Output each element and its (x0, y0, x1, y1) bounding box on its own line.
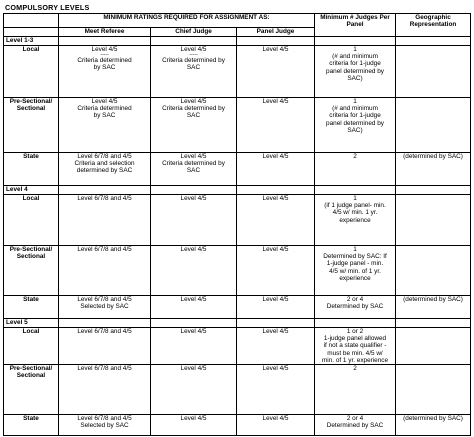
section-row (4, 37, 471, 46)
cell-meet-referee (59, 195, 151, 246)
cell-line: Level 6/7/8 and 4/5 (77, 365, 132, 373)
cell-geographic (396, 46, 471, 98)
cell-line: 4/5 w/ min. of 1 yr. (329, 267, 381, 275)
cell-line: must be min. 4/5 w/ (327, 349, 383, 357)
cell-line: 1-judge panel allowed (323, 335, 387, 343)
section-empty-cell (396, 186, 471, 195)
cell-line: 2 or 4 (346, 415, 364, 423)
cell-line: 1 (353, 98, 357, 105)
cell-line: Level 4/5 (262, 46, 289, 53)
cell-min-judges (315, 153, 396, 186)
cell-line: Selected by SAC (80, 422, 129, 430)
header-min-judges: Minimum # Judges Per Panel (315, 14, 396, 37)
cell-min-judges (315, 365, 396, 415)
cell-line: Level 6/7/8 and 4/5 (77, 328, 132, 335)
cell-panel-judge (237, 195, 315, 246)
cell-line: panel determined by (326, 119, 384, 127)
cell-line: 1 or 2 (346, 328, 364, 335)
cell-line: Determined by SAC: If (323, 253, 387, 261)
section-empty-cell (59, 186, 151, 195)
cell-panel-judge (237, 98, 315, 153)
cell-line: criteria for 1-judge (329, 60, 381, 68)
cell-chief-judge (151, 46, 237, 98)
cell-line: SAC) (347, 126, 363, 134)
cell-panel-judge (237, 328, 315, 365)
row-label: State (4, 153, 59, 186)
section-empty-cell (396, 37, 471, 46)
header-empty-cell (4, 14, 59, 28)
cell-geographic (396, 246, 471, 296)
cell-line: min. of 1 yr. experience (321, 356, 389, 364)
table-row (4, 296, 471, 319)
row-label: State (4, 296, 59, 319)
cell-line: Determined by SAC (326, 303, 384, 311)
section-empty-cell (315, 37, 396, 46)
table-row (4, 365, 471, 415)
cell-line: Level 4/5 (262, 246, 289, 253)
cell-line: ----- (189, 52, 198, 59)
cell-line: 1 (353, 46, 357, 53)
cell-line: Level 4/5 (91, 46, 118, 53)
cell-min-judges (315, 195, 396, 246)
cell-geographic (396, 365, 471, 415)
cell-geographic (396, 98, 471, 153)
cell-line: Level 4/5 (262, 195, 289, 202)
row-label: Local (4, 195, 59, 246)
cell-line: Criteria determined (77, 57, 132, 65)
cell-line: 2 (353, 153, 357, 160)
page-heading: COMPULSORY LEVELS (5, 3, 90, 12)
cell-line: Level 6/7/8 and 4/5 (77, 153, 132, 160)
cell-line: Level 4/5 (91, 98, 118, 105)
cell-line: Level 4/5 (180, 415, 207, 423)
cell-panel-judge (237, 246, 315, 296)
row-label: State (4, 415, 59, 436)
section-empty-cell (151, 37, 237, 46)
cell-line: panel determined by (326, 67, 384, 75)
cell-geographic (396, 153, 471, 186)
header-empty-cell-2 (4, 28, 59, 37)
cell-chief-judge (151, 296, 237, 319)
table-row (4, 246, 471, 296)
cell-chief-judge (151, 328, 237, 365)
cell-chief-judge (151, 195, 237, 246)
cell-line: SAC (186, 112, 201, 120)
cell-chief-judge (151, 365, 237, 415)
cell-line: Determined by SAC (326, 422, 384, 430)
section-label: Level 5 (4, 319, 59, 328)
cell-panel-judge (237, 365, 315, 415)
cell-line: Level 4/5 (180, 46, 207, 53)
cell-geographic (396, 195, 471, 246)
cell-line: Criteria determined by (162, 57, 225, 65)
table-row (4, 46, 471, 98)
cell-line: ----- (100, 52, 109, 59)
cell-line: by SAC (93, 112, 116, 120)
cell-line: experience (339, 274, 371, 282)
section-label: Level 1-3 (4, 37, 59, 46)
cell-min-judges (315, 46, 396, 98)
cell-line: Level 4/5 (262, 415, 289, 423)
cell-line: 2 or 4 (346, 296, 364, 303)
table-row (4, 415, 471, 436)
cell-chief-judge (151, 246, 237, 296)
section-empty-cell (59, 37, 151, 46)
table-row (4, 195, 471, 246)
cell-line: (if 1 judge panel- min. (324, 202, 386, 210)
section-empty-cell (315, 319, 396, 328)
cell-meet-referee (59, 98, 151, 153)
table-body (4, 37, 471, 436)
header-meet-referee: Meet Referee (59, 28, 151, 37)
cell-line: (# and minimum (332, 53, 378, 61)
cell-line: if not a state qualifier - (323, 342, 387, 350)
cell-meet-referee (59, 46, 151, 98)
cell-min-judges (315, 328, 396, 365)
section-empty-cell (315, 186, 396, 195)
cell-geographic (396, 296, 471, 319)
cell-line: Level 6/7/8 and 4/5 (77, 246, 132, 253)
cell-chief-judge (151, 415, 237, 436)
cell-meet-referee (59, 328, 151, 365)
cell-line: Selected by SAC (80, 303, 129, 311)
section-empty-cell (237, 186, 315, 195)
cell-panel-judge (237, 296, 315, 319)
cell-line: Criteria and selection (74, 160, 135, 168)
section-empty-cell (396, 319, 471, 328)
cell-meet-referee (59, 365, 151, 415)
cell-line: SAC (186, 64, 201, 72)
cell-line: Level 4/5 (180, 365, 207, 373)
cell-min-judges (315, 296, 396, 319)
cell-line: (determined by SAC) (403, 153, 463, 160)
cell-line: Level 4/5 (180, 195, 207, 202)
section-empty-cell (151, 186, 237, 195)
cell-line: 4/5 w/ min. 1 yr. (332, 209, 378, 217)
ratings-table (3, 13, 471, 436)
cell-line: Level 4/5 (180, 246, 207, 253)
cell-meet-referee (59, 153, 151, 186)
cell-geographic (396, 415, 471, 436)
cell-chief-judge (151, 153, 237, 186)
header-geographic: Geographic Representation (396, 14, 471, 37)
cell-line: Level 4/5 (180, 328, 207, 335)
cell-line: Level 4/5 (262, 296, 289, 303)
cell-line: (# and minimum (332, 105, 378, 113)
cell-meet-referee (59, 296, 151, 319)
cell-line: Level 4/5 (262, 98, 289, 105)
section-empty-cell (237, 319, 315, 328)
section-empty-cell (59, 319, 151, 328)
cell-min-judges (315, 415, 396, 436)
section-label: Level 4 (4, 186, 59, 195)
cell-line: SAC) (347, 74, 363, 82)
section-empty-cell (151, 319, 237, 328)
cell-panel-judge (237, 46, 315, 98)
cell-line: Criteria determined by (162, 105, 225, 113)
cell-line: Level 4/5 (180, 98, 207, 105)
cell-line: Level 4/5 (262, 328, 289, 335)
cell-line: Criteria determined (77, 105, 132, 113)
cell-panel-judge (237, 153, 315, 186)
cell-line: 1 (353, 246, 357, 253)
cell-line: 1 (353, 195, 357, 202)
cell-meet-referee (59, 246, 151, 296)
cell-line: 2 (353, 365, 357, 373)
cell-geographic (396, 328, 471, 365)
cell-line: Level 4/5 (262, 365, 289, 373)
cell-min-judges (315, 98, 396, 153)
row-label: Pre-Sectional/ Sectional (4, 246, 59, 296)
cell-line: Level 4/5 (262, 153, 289, 160)
table-row (4, 98, 471, 153)
cell-line: determined by SAC (76, 167, 133, 175)
cell-line: Criteria determined by (162, 160, 225, 168)
cell-line: criteria for 1-judge (329, 112, 381, 120)
header-chief-judge: Chief Judge (151, 28, 237, 37)
cell-meet-referee (59, 415, 151, 436)
cell-chief-judge (151, 98, 237, 153)
cell-line: 1-judge panel - min. (326, 260, 384, 268)
row-label: Local (4, 328, 59, 365)
section-row (4, 186, 471, 195)
header-row-group (4, 14, 471, 28)
cell-line: Level 4/5 (180, 153, 207, 160)
header-group-label: MINIMUM RATINGS REQUIRED FOR ASSIGNMENT AS: (59, 14, 315, 28)
cell-line: Level 4/5 (180, 296, 207, 303)
table-row (4, 328, 471, 365)
cell-line: (determined by SAC) (403, 415, 463, 423)
cell-line: experience (339, 216, 371, 224)
cell-line: Level 6/7/8 and 4/5 (77, 195, 132, 202)
cell-min-judges (315, 246, 396, 296)
cell-line: by SAC (93, 64, 116, 72)
table-row (4, 153, 471, 186)
section-row (4, 319, 471, 328)
row-label: Local (4, 46, 59, 98)
row-label: Pre-Sectional/ Sectional (4, 365, 59, 415)
cell-panel-judge (237, 415, 315, 436)
header-panel-judge: Panel Judge (237, 28, 315, 37)
cell-line: (determined by SAC) (403, 296, 463, 303)
cell-line: SAC (186, 167, 201, 175)
cell-line: Level 6/7/8 and 4/5 (77, 296, 132, 303)
section-empty-cell (237, 37, 315, 46)
cell-line: Level 6/7/8 and 4/5 (77, 415, 132, 423)
row-label: Pre-Sectional/ Sectional (4, 98, 59, 153)
